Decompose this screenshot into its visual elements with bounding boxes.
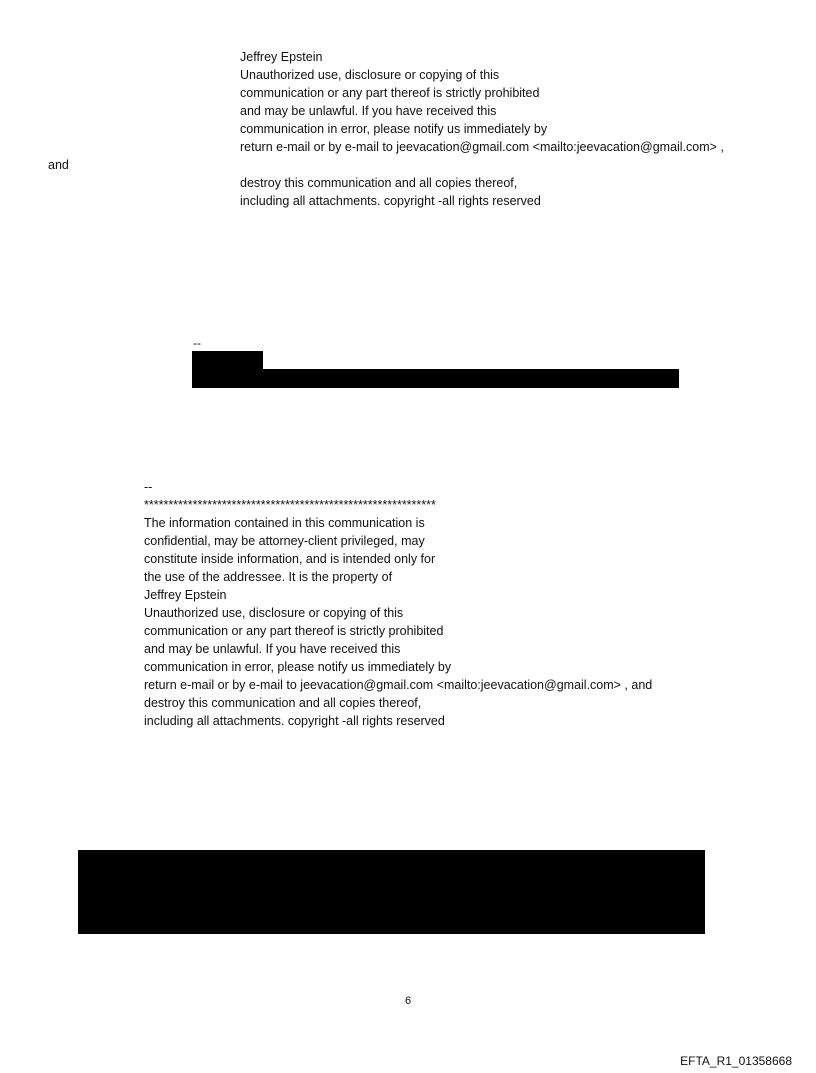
text-line: destroy this communication and all copies thereof, — [144, 696, 422, 710]
redaction-box — [192, 369, 679, 388]
text-line: communication or any part thereof is strictly prohibited — [240, 86, 540, 100]
text-line: Jeffrey Epstein — [144, 588, 227, 602]
text-line: return e-mail or by e-mail to jeevacation@gmail.com <mailto:jeevacation@gmail.com> , and — [144, 678, 653, 692]
text-line: including all attachments. copyright -all rights reserved — [144, 714, 445, 728]
text-line: and may be unlawful. If you have received this — [240, 104, 497, 118]
document-id: EFTA_R1_01358668 — [680, 1054, 792, 1068]
disclaimer-block-bottom — [144, 478, 652, 730]
text-line: including all attachments. copyright -all rights reserved — [240, 194, 541, 208]
text-line: communication or any part thereof is strictly prohibited — [144, 624, 444, 638]
text-line: return e-mail or by e-mail to jeevacation@gmail.com <mailto:jeevacation@gmail.com> , — [240, 140, 724, 154]
text-line: the use of the addressee. It is the property of — [144, 570, 393, 584]
signature-separator: -- — [193, 336, 201, 350]
text-line: Unauthorized use, disclosure or copying of this — [144, 606, 404, 620]
text-line: ************************************************************ — [144, 498, 436, 512]
text-line: confidential, may be attorney-client privileged, may — [144, 534, 425, 548]
page-number: 6 — [404, 995, 412, 1007]
text-line: communication in error, please notify us immediately by — [144, 660, 452, 674]
text-line: destroy this communication and all copies thereof, — [240, 176, 518, 190]
text-line: The information contained in this communication is — [144, 516, 425, 530]
redaction-box — [192, 351, 263, 371]
text-line: Jeffrey Epstein — [240, 50, 323, 64]
redaction-box — [78, 850, 705, 934]
text-line: communication in error, please notify us immediately by — [240, 122, 548, 136]
wrapped-word: and — [48, 158, 69, 172]
text-line: -- — [144, 480, 153, 494]
text-line: constitute inside information, and is intended only for — [144, 552, 436, 566]
text-line: and may be unlawful. If you have received this — [144, 642, 401, 656]
disclaimer-block-top-continued — [240, 174, 541, 210]
disclaimer-block-top — [240, 48, 724, 156]
text-line: Unauthorized use, disclosure or copying of this — [240, 68, 500, 82]
